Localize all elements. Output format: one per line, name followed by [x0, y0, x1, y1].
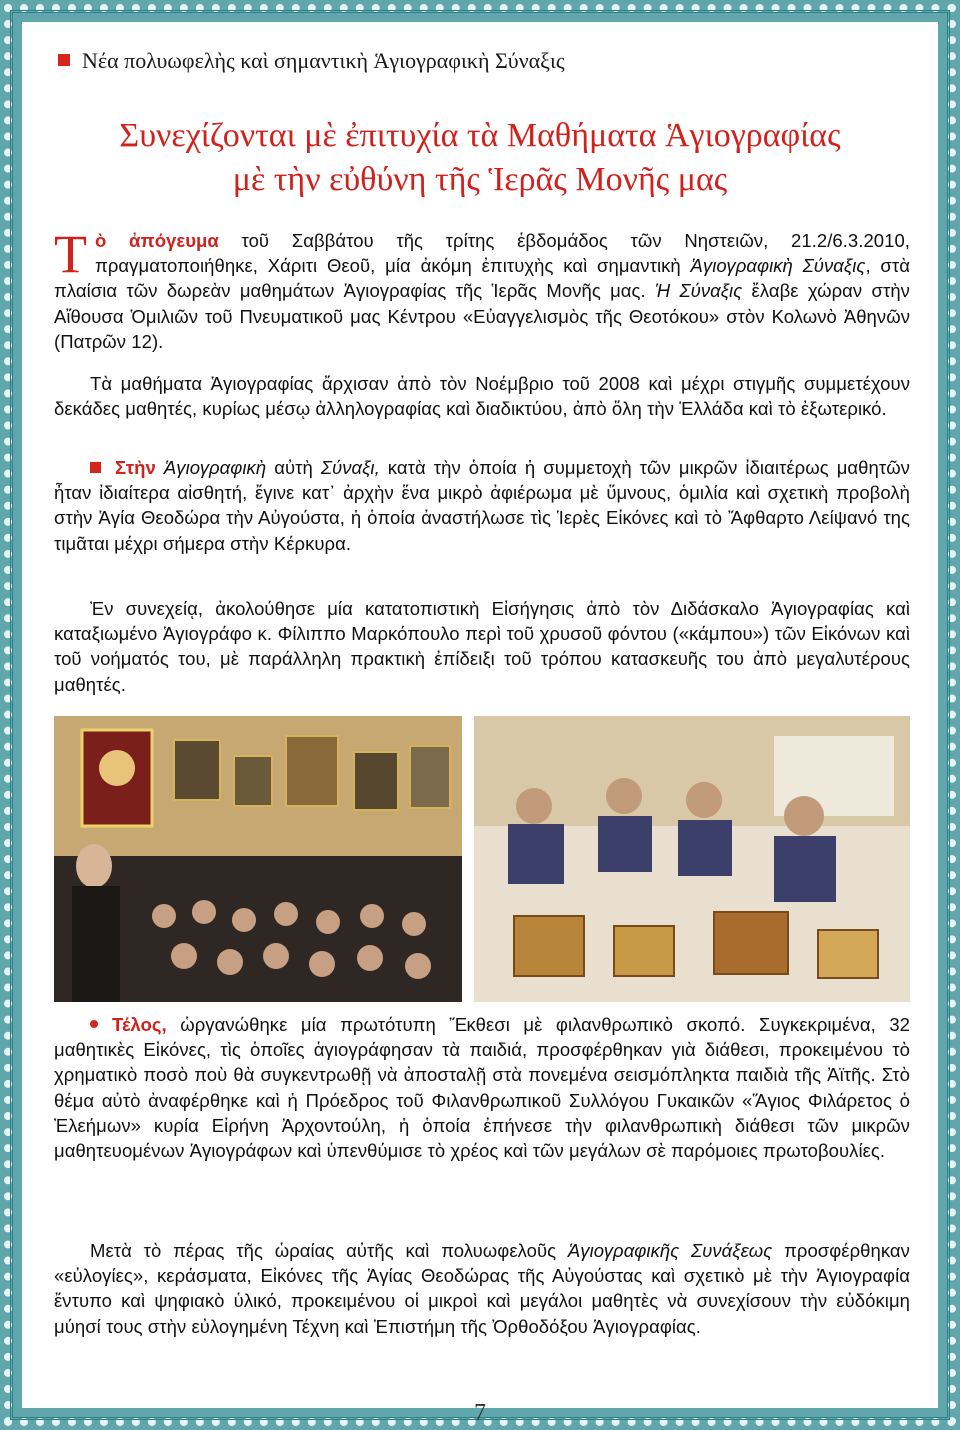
lecture-hall-illustration: [54, 716, 462, 1002]
paragraph-2: Τὰ μαθήματα Ἁγιογραφίας ἄρχισαν ἀπὸ τὸν Νοέμβριο τοῦ 2008 καὶ μέχρι στιγμῆς συμμετέχουν δεκάδες μαθητές, κυρίως μέσῳ ἀλληλογραφίας καὶ διαδικτύου, ἀπὸ ὅλη τὴν Ἑλλάδα καὶ τὸ ἐξωτερικό.: [54, 373, 910, 420]
article-title-line1: Συνεχίζονται μὲ ἐπιτυχία τὰ Μαθήματα Ἁγιογραφίας: [119, 117, 841, 154]
red-square-icon: [58, 54, 70, 66]
red-dot-bullet-icon: [90, 1020, 98, 1028]
paragraph-4: Ἐν συνεχείᾳ, ἀκολούθησε μία κατατοπιστικὴ Εἰσήγησις ἀπὸ τὸν Διδάσκαλο Ἁγιογραφίας καὶ καταξιωμένο Ἁγιογράφο κ. Φίλιππο Μαρκόπουλο περὶ τοῦ χρυσοῦ φόντου («κάμπου») τῶν Εἰκόνων καὶ τοῦ νοήματός του, μὲ παράλληλη πρακτικὴ ἐπίδειξι τοῦ τρόπου κατασκευῆς του ἀπὸ μεγαλυτέρους μαθητές.: [54, 598, 910, 695]
paragraph-5: Τέλος, ὡργανώθηκε μία πρωτότυπη Ἔκθεσι μὲ φιλανθρωπικὸ σκοπό. Συγκεκριμένα, 32 μαθητικὲς Εἰκόνες, τὶς ὁποῖες ἁγιογράφησαν τὰ παιδιά, προσφέρθηκαν γιὰ διάθεσι, προκειμένου τὸ χρηματικὸ ποσὸ ποὺ θὰ συγκεντρωθῇ νὰ ἀποσταλῇ στὰ πονεμένα σεισμόπληκτα παιδιὰ τῆς Ἀϊτῆς. Στὸ θέμα αὐτὸ ἀναφέρθηκε καὶ ἡ Πρόεδρος τοῦ Φιλανθρωπικοῦ Συλλόγου Γυκαικῶν «Ἅγιος Φιλάρετος ὁ Ἐλεήμων» κυρία Εἰρήνη Ἀρχοντούλη, ἡ ὁποία ἐπήνεσε τὴν φιλανθρωπικὴ διάθεσι τῶν μικρῶν μαθητευομένων Ἁγιογράφων καὶ ὑπενθύμισε τὸ χρέος καὶ τῶν μεγάλων σὲ παρόμοιες πρωτοβουλίες.: [54, 1014, 910, 1162]
section-kicker: [58, 48, 565, 74]
kicker-text: Νέα πολυωφελὴς καὶ σημαντικὴ Ἁγιογραφικὴ Σύναξις: [82, 48, 565, 73]
paragraph-1: Τὸ ἀπόγευμα τοῦ Σαββάτου τῆς τρίτης ἑβδομάδος τῶν Νηστειῶν, 21.2/6.3.2010, πραγματοποιήθηκε, Χάριτι Θεοῦ, μία ἀκόμη ἐπιτυχὴς καὶ σημαντικὴ Ἁγιογραφικὴ Σύναξις, στὰ πλαίσια τῶν δωρεὰν μαθημάτων Ἁγιογραφίας τῆς Ἱερᾶς Μονῆς μας. Ἡ Σύναξις ἔλαβε χώραν στὴν Αἴθουσα Ὁμιλιῶν τοῦ Πνευματικοῦ μας Κέντρου «Εὐαγγελισμὸς τῆς Θεοτόκου» στὸν Κολωνὸ Ἀθηνῶν (Πατρῶν 12).: [54, 224, 910, 352]
photo-lecture-hall: [54, 716, 462, 1002]
article-title-line2: μὲ τὴν εὐθύνη τῆς Ἱερᾶς Μονῆς μας: [232, 161, 728, 198]
dropcap: Τ: [54, 224, 88, 284]
photo-students-painting: [474, 716, 910, 1002]
paragraph-3: Στὴν Ἁγιογραφικὴ αὐτὴ Σύναξι, κατὰ τὴν ὁποία ἡ συμμετοχὴ τῶν μικρῶν ἰδιαιτέρως μαθητῶν ἦταν ἰδιαίτερα αἰσθητή, ἔγινε κατ᾽ ἀρχὴν ἕνα μικρὸ ἀφιέρωμα μὲ ὕμνους, ὁμιλία καὶ σχετικὴ προβολὴ στὴν Ἁγία Θεοδώρα τὴν Αὐγούστα, ἡ ὁποία ἀναστήλωσε τὶς Ἱερὲς Εἰκόνες καὶ τὸ Ἄφθαρτο Λείψανό της τιμᾶται μέχρι σήμερα στὴν Κέρκυρα.: [54, 457, 910, 554]
classroom-illustration: [474, 716, 910, 1002]
page-number: 7: [474, 1400, 486, 1426]
paragraph-6: Μετὰ τὸ πέρας τῆς ὡραίας αὐτῆς καὶ πολυωφελοῦς Ἁγιογραφικῆς Συνάξεως προσφέρθηκαν «εὐλογίες», κεράσματα, Εἰκόνες τῆς Ἁγίας Θεοδώρας τῆς Αὐγούστας καὶ σχετικὸ μὲ τὴν Ἁγιογραφία ἔντυπο καὶ ψηφιακὸ ὑλικό, προκειμένου οἱ μικροὶ καὶ μεγάλοι μαθητὲς νὰ συνεχίσουν τὴν εὐδόκιμη μύησί τους στὴν εὐλογημένη Τέχνη καὶ Ἐπιστήμη τῆς Ὀρθοδόξου Ἁγιογραφίας.: [54, 1240, 910, 1337]
lead-phrase: ὸ ἀπόγευμα: [95, 230, 219, 251]
red-square-bullet-icon: [90, 462, 101, 473]
